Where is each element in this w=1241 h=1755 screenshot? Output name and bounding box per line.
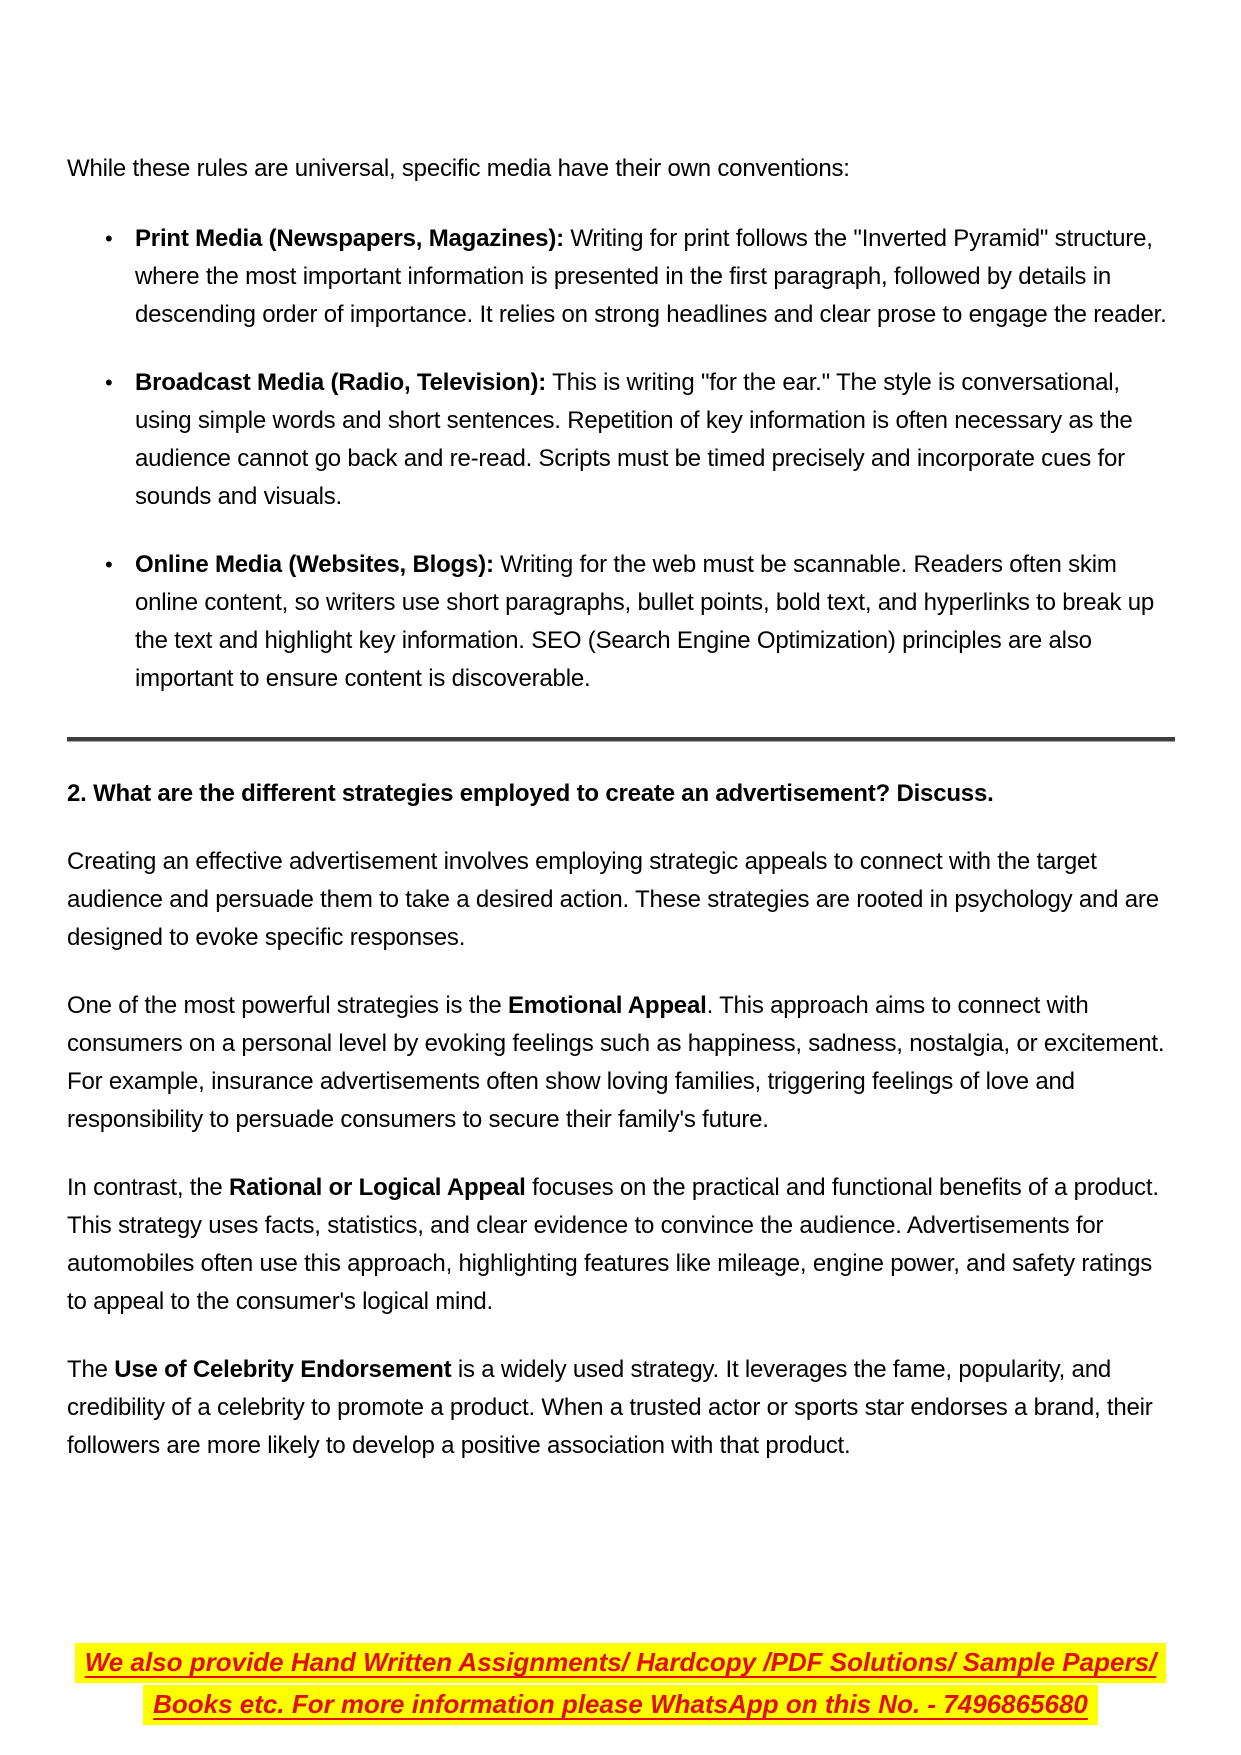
bold-text: Emotional Appeal	[507, 992, 707, 1019]
promo-footer-row	[0, 1685, 1241, 1727]
paragraph	[67, 1169, 1175, 1321]
answer-paragraphs	[67, 843, 1175, 1465]
promo-footer	[0, 1643, 1241, 1727]
bold-text: Online Media (Websites, Blogs):	[135, 551, 494, 578]
paragraph	[67, 987, 1175, 1139]
section-divider	[67, 737, 1175, 742]
bold-text: Rational or Logical Appeal	[229, 1174, 526, 1201]
paragraph	[67, 1351, 1175, 1465]
bold-text: Broadcast Media (Radio, Television):	[135, 369, 547, 396]
body-text-run: In contrast, the	[67, 1174, 230, 1201]
promo-line-1: We also provide Hand Written Assignments/ Hardcopy /PDF Solutions/ Sample Papers/	[75, 1643, 1167, 1683]
intro-paragraph: While these rules are universal, specific media have their own conventions:	[67, 155, 850, 182]
promo-line-2: Books etc. For more information please WhatsApp on this No. - 7496865680	[143, 1685, 1098, 1725]
body-text-run: is a widely used strategy. It leverages the fame, popularity, and credibility of a celebrity to promote a product. When a trusted actor or sports star endorses a brand, their followers are more likely to develop a positive association with that product.	[67, 1356, 1153, 1459]
body-text-run: Writing for the web must be scannable. Readers often skim online content, so writers use short paragraphs, bullet points, bold text, and hyperlinks to break up the text and highlight key information. SEO (Search Engine Optimization) principles are also important to ensure content is discoverable.	[135, 551, 1155, 692]
bold-text: Use of Celebrity Endorsement	[114, 1356, 452, 1383]
paragraph	[67, 843, 1175, 957]
bold-text: Print Media (Newspapers, Magazines):	[135, 225, 564, 252]
body-text-run: . This approach aims to connect with consumers on a personal level by evoking feelings such as happiness, sadness, nostalgia, or excitement. For example, insurance advertisements often show loving families, triggering feelings of love and responsibility to persuade consumers to secure their family's future.	[67, 992, 1165, 1133]
list-item	[67, 220, 1175, 334]
body-text-run: The	[67, 1356, 115, 1383]
promo-footer-row	[0, 1643, 1241, 1685]
question-heading: 2. What are the different strategies employed to create an advertisement? Discuss.	[67, 780, 994, 807]
list-item	[67, 546, 1175, 698]
body-text-run: This is writing "for the ear." The style is conversational, using simple words and short sentences. Repetition of key information is often necessary as the audience cannot go back and re-read. Scripts must be timed precisely and incorporate cues for sounds and visuals.	[135, 369, 1133, 510]
body-text-run: Writing for print follows the "Inverted Pyramid" structure, where the most important information is presented in the first paragraph, followed by details in descending order of importance. It relies on strong headlines and clear prose to engage the reader.	[135, 225, 1167, 328]
list-item	[67, 364, 1175, 516]
body-text-run: focuses on the practical and functional benefits of a product. This strategy uses facts, statistics, and clear evidence to convince the audience. Advertisements for automobiles often use this approach, highlighting features like mileage, engine power, and safety ratings to appeal to the consumer's logical mind.	[67, 1174, 1159, 1315]
body-text-run: One of the most powerful strategies is the	[67, 992, 508, 1019]
media-conventions-list	[67, 220, 1175, 698]
body-text-run: Creating an effective advertisement involves employing strategic appeals to connect with the target audience and persuade them to take a desired action. These strategies are rooted in psychology and are designed to evoke specific responses.	[67, 848, 1159, 951]
